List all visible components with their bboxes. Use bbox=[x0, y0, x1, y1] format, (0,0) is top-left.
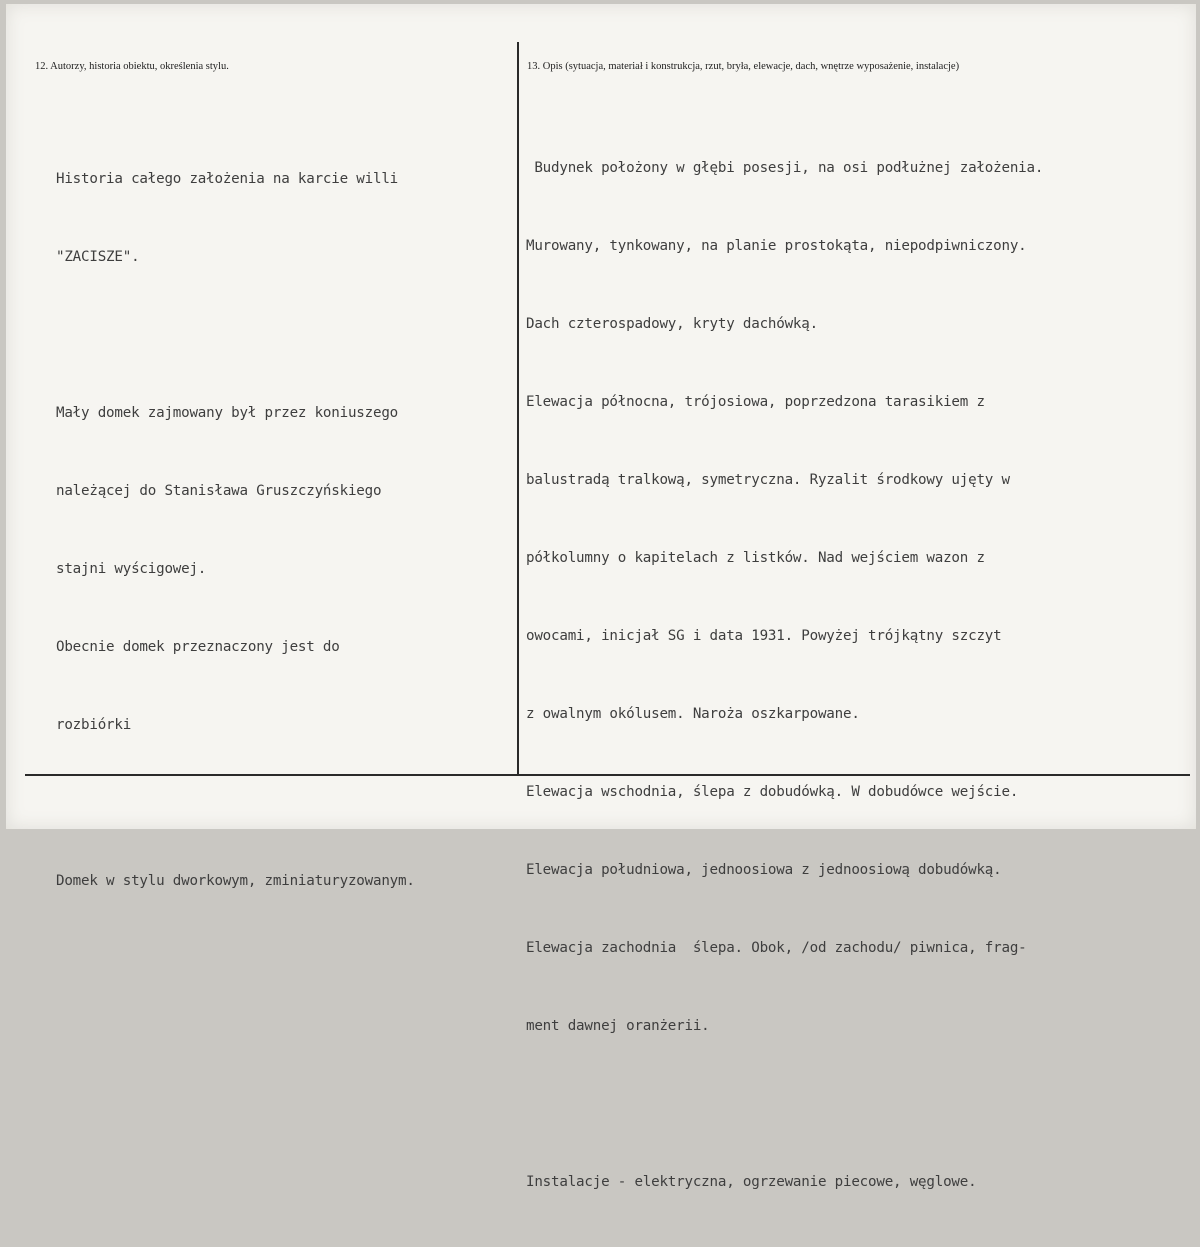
column-divider bbox=[517, 42, 519, 775]
section-12-heading: 12. Autorzy, historia obiektu, określenia stylu. bbox=[35, 61, 229, 72]
text-line bbox=[526, 1091, 1043, 1117]
section-13-heading: 13. Opis (sytuacja, materiał i konstrukcja, rzut, bryła, elewacje, dach, wnętrze wyposażenie, instalacje) bbox=[527, 61, 960, 72]
section-12-text bbox=[56, 114, 415, 946]
text-line: półkolumny o kapitelach z listków. Nad wejściem wazon z bbox=[526, 550, 985, 566]
inventory-card bbox=[6, 4, 1196, 1190]
text-line bbox=[56, 790, 415, 816]
text-line: Budynek położony w głębi posesji, na osi podłużnej założenia. bbox=[526, 160, 1044, 176]
text-line: Mały domek zajmowany był przez koniuszego bbox=[56, 405, 399, 421]
text-line: Domek w stylu dworkowym, zminiaturyzowanym. bbox=[56, 873, 415, 889]
text-line: Elewacja zachodnia ślepa. Obok, /od zachodu/ piwnica, frag- bbox=[526, 940, 1027, 956]
text-line: Instalacje - elektryczna, ogrzewanie piecowe, węglowe. bbox=[526, 1174, 977, 1190]
text-line: Elewacja północna, trójosiowa, poprzedzona tarasikiem z bbox=[526, 394, 985, 410]
text-line: Elewacja wschodnia, ślepa z dobudówką. W dobudówce wejście. bbox=[526, 784, 1019, 800]
text-line: "ZACISZE". bbox=[56, 249, 140, 265]
text-line: balustradą tralkową, symetryczna. Ryzalit środkowy ujęty w bbox=[526, 472, 1010, 488]
text-line: Historia całego założenia na karcie willi bbox=[56, 171, 399, 187]
text-line: należącej do Stanisława Gruszczyńskiego bbox=[56, 483, 382, 499]
text-line: ment dawnej oranżerii. bbox=[526, 1018, 710, 1034]
section-13-text bbox=[526, 103, 1043, 1247]
text-line: stajni wyścigowej. bbox=[56, 561, 207, 577]
text-line: rozbiórki bbox=[56, 717, 132, 733]
text-line: owocami, inicjał SG i data 1931. Powyżej trójkątny szczyt bbox=[526, 628, 1002, 644]
text-line: Murowany, tynkowany, na planie prostokąta, niepodpiwniczony. bbox=[526, 238, 1027, 254]
text-line: Dach czterospadowy, kryty dachówką. bbox=[526, 316, 818, 332]
text-line bbox=[56, 322, 415, 348]
text-line: z owalnym okólusem. Naroża oszkarpowane. bbox=[526, 706, 860, 722]
text-line: Elewacja południowa, jednoosiowa z jednoosiową dobudówką. bbox=[526, 862, 1002, 878]
text-line: Obecnie domek przeznaczony jest do bbox=[56, 639, 340, 655]
